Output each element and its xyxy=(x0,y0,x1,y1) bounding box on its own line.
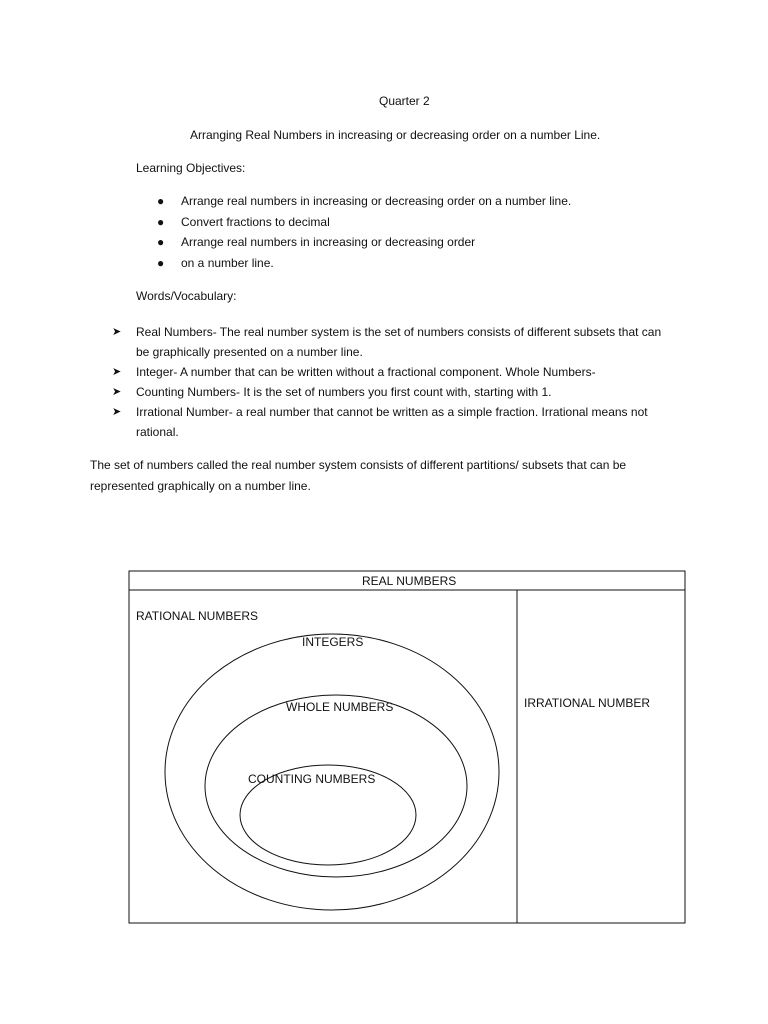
objective-item: ● on a number line. xyxy=(157,255,274,270)
vocabulary-heading: Words/Vocabulary: xyxy=(136,289,237,303)
whole-numbers-label: WHOLE NUMBERS xyxy=(286,700,394,714)
quarter-heading: Quarter 2 xyxy=(379,94,430,108)
vocabulary-item: ➤ Integer- A number that can be written without a fractional component. Whole Numbers- xyxy=(112,362,672,382)
diagram-border xyxy=(129,571,685,923)
intro-paragraph: The set of numbers called the real number system consists of different partitions/ subsets that can be represented graphically on a number line. xyxy=(90,458,627,493)
objectives-heading: Learning Objectives: xyxy=(136,161,246,175)
vocabulary-item: ➤ Real Numbers- The real number system is the set of numbers consists of different subsets that can be graphically presented on a number line. xyxy=(112,322,672,362)
arrow-bullet-icon: ➤ xyxy=(112,326,122,338)
rational-numbers-label: RATIONAL NUMBERS xyxy=(136,609,259,623)
bullet-icon: ● xyxy=(157,255,165,270)
arrow-bullet-icon: ➤ xyxy=(112,406,122,418)
bullet-icon: ● xyxy=(157,214,165,229)
whole-numbers-ellipse xyxy=(205,695,467,877)
arrow-bullet-icon: ➤ xyxy=(112,386,122,398)
irrational-number-label: IRRATIONAL NUMBER xyxy=(524,696,651,710)
vocabulary-item: ➤ Counting Numbers- It is the set of numbers you first count with, starting with 1. xyxy=(112,382,672,402)
lesson-title: Arranging Real Numbers in increasing or decreasing order on a number Line. xyxy=(190,128,601,142)
real-numbers-label: REAL NUMBERS xyxy=(362,574,457,588)
arrow-bullet-icon: ➤ xyxy=(112,366,122,378)
vocabulary-item: ➤ Irrational Number- a real number that cannot be written as a simple fraction. Irrational means not rational. xyxy=(112,402,672,442)
objective-item: ● Arrange real numbers in increasing or decreasing order xyxy=(157,235,476,249)
bullet-icon: ● xyxy=(157,194,165,208)
objective-item: ● Convert fractions to decimal xyxy=(157,214,330,229)
objective-item: ● Arrange real numbers in increasing or decreasing order on a number line. xyxy=(157,194,572,208)
counting-numbers-label: COUNTING NUMBERS xyxy=(248,772,376,786)
integers-label: INTEGERS xyxy=(302,635,364,649)
bullet-icon: ● xyxy=(157,235,165,249)
